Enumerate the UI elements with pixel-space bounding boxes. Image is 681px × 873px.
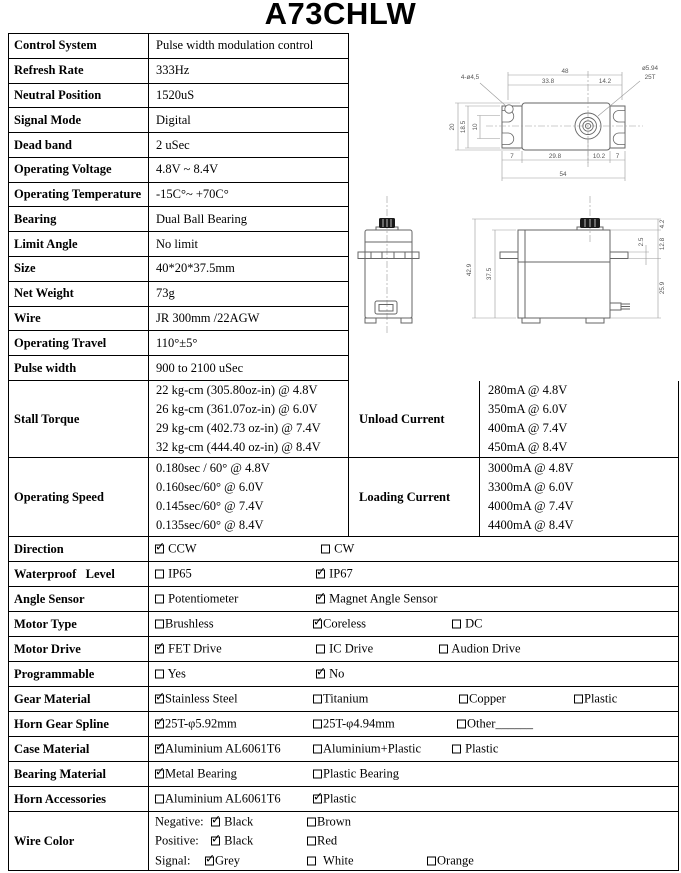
performance-value-line: 450mA @ 8.4V xyxy=(488,440,568,455)
spec-value: 4.8V ~ 8.4V xyxy=(156,162,219,177)
option-label: No xyxy=(326,666,345,681)
spec-row xyxy=(9,232,348,257)
performance-value-line: 26 kg-cm (361.07oz-in) @ 6.0V xyxy=(156,401,318,416)
option-label: Brushless xyxy=(165,616,214,631)
option-label: DC xyxy=(462,616,483,631)
spec-label: Refresh Rate xyxy=(9,59,149,83)
performance-value-line: 4000mA @ 7.4V xyxy=(488,499,574,513)
option-label: Other______ xyxy=(467,716,533,731)
checkbox-checked-icon xyxy=(313,795,322,804)
checkbox-option xyxy=(313,717,395,732)
checkbox-checked-icon xyxy=(316,595,325,604)
spec-label: Dead band xyxy=(9,133,149,157)
option-label: Metal Bearing xyxy=(165,766,237,781)
option-choices xyxy=(149,787,678,811)
checkbox-unchecked-icon xyxy=(316,645,325,654)
dimension-label: 10 xyxy=(472,123,479,131)
wire-color-line xyxy=(149,832,678,852)
checkbox-option xyxy=(452,742,498,757)
checkbox-option xyxy=(313,692,368,707)
spec-label: Neutral Position xyxy=(9,84,149,108)
option-label: Brown xyxy=(317,814,352,829)
wire-color-line xyxy=(149,812,678,832)
spec-value: 1520uS xyxy=(156,87,195,102)
checkbox-option xyxy=(205,853,240,868)
checkbox-option xyxy=(211,834,253,849)
mount-slot xyxy=(502,133,514,145)
performance-value-line: 400mA @ 7.4V xyxy=(488,421,568,435)
option-row xyxy=(9,787,678,812)
option-label: 25T-φ4.94mm xyxy=(323,716,395,731)
spec-label: Operating Travel xyxy=(9,331,149,355)
option-row-label: Direction xyxy=(9,537,149,561)
wire-color-line xyxy=(149,851,678,871)
checkbox-unchecked-icon xyxy=(574,695,583,704)
performance-value-line: 4400mA @ 8.4V xyxy=(488,518,574,533)
option-row-label: Waterproof Level xyxy=(9,562,149,586)
dimension-label: 29.8 xyxy=(548,153,562,160)
checkbox-option xyxy=(155,567,192,582)
checkbox-checked-icon xyxy=(211,817,220,826)
checkbox-checked-icon xyxy=(155,745,164,754)
performance-values-2 xyxy=(480,458,678,536)
checkbox-unchecked-icon xyxy=(313,745,322,754)
option-label: Plastic xyxy=(323,791,357,806)
performance-value-line: 0.145sec/60° @ 7.4V xyxy=(156,499,264,513)
wire-color-label: Wire Color xyxy=(9,812,149,870)
option-row-label: Motor Drive xyxy=(9,637,149,661)
wire-exit xyxy=(610,303,621,310)
end-view xyxy=(358,227,419,323)
checkbox-checked-icon xyxy=(155,770,164,779)
checkbox-checked-icon xyxy=(205,856,214,865)
spec-label: Pulse width xyxy=(9,356,149,380)
spec-label: Limit Angle xyxy=(9,232,149,256)
checkbox-unchecked-icon xyxy=(313,770,322,779)
checkbox-unchecked-icon xyxy=(155,670,164,679)
performance-value-line: 0.180sec / 60° @ 4.8V xyxy=(156,460,270,475)
spec-table-options xyxy=(8,537,679,871)
option-label: Aluminium AL6061T6 xyxy=(165,791,281,806)
mount-slot xyxy=(613,111,625,123)
checkbox-option xyxy=(155,742,281,757)
performance-values-2 xyxy=(480,381,678,457)
checkbox-option xyxy=(155,792,281,807)
option-row-label: Motor Type xyxy=(9,612,149,636)
option-label: Plastic Bearing xyxy=(323,766,400,781)
option-choices xyxy=(149,562,678,586)
checkbox-option xyxy=(155,667,186,682)
dimension-lines xyxy=(472,219,661,318)
checkbox-option xyxy=(316,642,373,657)
spec-value: 2 uSec xyxy=(156,137,190,152)
dimension-lines xyxy=(455,72,640,181)
option-choices xyxy=(149,662,678,686)
performance-value-line: 280mA @ 4.8V xyxy=(488,382,568,397)
wire-color-lines xyxy=(149,812,678,870)
checkbox-option xyxy=(211,814,253,829)
spec-value: Pulse width modulation control xyxy=(156,38,314,53)
checkbox-option xyxy=(316,667,344,682)
dimension-label: 37.5 xyxy=(486,267,493,281)
option-label: 25T-φ5.92mm xyxy=(165,716,237,731)
spec-row xyxy=(9,133,348,158)
option-row xyxy=(9,637,678,662)
option-label: Black xyxy=(221,814,254,829)
checkbox-option xyxy=(316,592,437,607)
spec-label: Control System xyxy=(9,34,149,58)
dimension-label: 42.9 xyxy=(466,263,473,277)
option-row-label: Case Material xyxy=(9,737,149,761)
spec-row xyxy=(9,307,348,332)
spec-value: Dual Ball Bearing xyxy=(156,211,247,226)
dimension-label: 2.5 xyxy=(638,237,645,247)
performance-value-line: 350mA @ 6.0V xyxy=(488,401,568,416)
option-label: FET Drive xyxy=(165,641,222,656)
wire-color-row xyxy=(9,812,678,871)
spec-value: Digital xyxy=(156,112,191,127)
checkbox-option xyxy=(321,542,354,557)
side-view xyxy=(500,227,630,323)
dimension-label: 4.2 xyxy=(659,219,666,229)
performance-label: Operating Speed xyxy=(9,458,149,536)
checkbox-checked-icon xyxy=(155,695,164,704)
checkbox-checked-icon xyxy=(211,837,220,846)
checkbox-option xyxy=(155,542,197,557)
checkbox-option xyxy=(155,642,222,657)
spec-table-top xyxy=(8,33,349,381)
option-row xyxy=(9,762,678,787)
spec-row xyxy=(9,331,348,356)
option-label: Aluminium+Plastic xyxy=(323,741,422,756)
option-label: Audion Drive xyxy=(449,641,521,656)
spec-label: Operating Voltage xyxy=(9,158,149,182)
mount-hole xyxy=(505,105,513,113)
performance-value-line: 3000mA @ 4.8V xyxy=(488,460,574,475)
performance-values xyxy=(149,381,349,457)
checkbox-unchecked-icon xyxy=(459,695,468,704)
checkbox-checked-icon xyxy=(316,670,325,679)
option-label: Aluminium AL6061T6 xyxy=(165,741,281,756)
option-row xyxy=(9,537,678,562)
option-label: Yes xyxy=(165,666,186,681)
spec-row xyxy=(9,356,348,381)
checkbox-unchecked-icon xyxy=(452,620,461,629)
wire-line-name: Signal: xyxy=(155,853,191,868)
checkbox-option xyxy=(155,617,214,632)
option-choices xyxy=(149,737,678,761)
option-row-label: Horn Accessories xyxy=(9,787,149,811)
dimension-label: 7 xyxy=(615,153,620,160)
option-row xyxy=(9,687,678,712)
option-row-label: Horn Gear Spline xyxy=(9,712,149,736)
spec-table-performance xyxy=(8,381,679,537)
spec-label: Size xyxy=(9,257,149,281)
spec-row xyxy=(9,59,348,84)
dimension-label: 12.8 xyxy=(659,237,666,251)
performance-value-line: 0.160sec/60° @ 6.0V xyxy=(156,479,264,494)
spec-row xyxy=(9,183,348,208)
spec-row xyxy=(9,108,348,133)
dimension-label: 25.9 xyxy=(659,281,666,295)
checkbox-unchecked-icon xyxy=(321,545,330,554)
spec-row xyxy=(9,257,348,282)
checkbox-unchecked-icon xyxy=(155,570,164,579)
checkbox-option xyxy=(316,567,353,582)
checkbox-option xyxy=(313,767,399,782)
spec-row xyxy=(9,282,348,307)
dimension-label: 25T xyxy=(644,74,656,81)
checkbox-unchecked-icon xyxy=(307,837,316,846)
checkbox-checked-icon xyxy=(155,545,164,554)
checkbox-option xyxy=(452,617,483,632)
checkbox-option xyxy=(439,642,521,657)
option-label: IC Drive xyxy=(326,641,374,656)
dimension-label: 14.2 xyxy=(598,78,612,85)
checkbox-option xyxy=(313,792,356,807)
checkbox-option xyxy=(459,692,506,707)
checkbox-option xyxy=(307,814,351,829)
dimension-label: 4-ø4,5 xyxy=(460,74,480,81)
spec-label: Wire xyxy=(9,307,149,331)
spec-label: Bearing xyxy=(9,207,149,231)
option-label: Plastic xyxy=(584,691,618,706)
checkbox-option xyxy=(155,592,238,607)
spec-value: 110°±5° xyxy=(156,335,198,350)
option-label: Plastic xyxy=(462,741,499,756)
checkbox-option xyxy=(155,717,237,732)
page-title: A73CHLW xyxy=(264,0,417,31)
option-label: Red xyxy=(317,833,338,848)
option-label: Stainless Steel xyxy=(165,691,238,706)
checkbox-unchecked-icon xyxy=(155,620,164,629)
performance-label-2: Loading Current xyxy=(349,458,480,536)
dimension-label: 18.5 xyxy=(460,120,467,134)
checkbox-unchecked-icon xyxy=(307,856,316,865)
checkbox-option xyxy=(155,767,237,782)
performance-label-2: Unload Current xyxy=(349,381,480,457)
option-label: Titanium xyxy=(323,691,369,706)
option-label: White xyxy=(317,853,354,868)
option-label: Black xyxy=(221,833,254,848)
spec-row xyxy=(9,207,348,232)
spec-value: 73g xyxy=(156,286,175,301)
option-label: Potentiometer xyxy=(165,591,239,606)
checkbox-unchecked-icon xyxy=(313,695,322,704)
dimension-label: 54 xyxy=(559,171,567,178)
option-label: Copper xyxy=(469,691,506,706)
checkbox-unchecked-icon xyxy=(457,720,466,729)
spec-row xyxy=(9,84,348,109)
dimension-label: 7 xyxy=(510,153,514,160)
checkbox-unchecked-icon xyxy=(439,645,448,654)
centerlines xyxy=(387,196,590,335)
spec-row xyxy=(9,158,348,183)
checkbox-unchecked-icon xyxy=(307,817,316,826)
performance-value-line: 22 kg-cm (305.80oz-in) @ 4.8V xyxy=(156,382,318,397)
checkbox-unchecked-icon xyxy=(155,795,164,804)
option-row-label: Angle Sensor xyxy=(9,587,149,611)
option-label: CW xyxy=(331,541,355,556)
checkbox-option xyxy=(574,692,617,707)
option-row-label: Programmable xyxy=(9,662,149,686)
spec-value: -15C°~ +70C° xyxy=(156,187,229,202)
option-row xyxy=(9,587,678,612)
option-row xyxy=(9,662,678,687)
spec-value: 40*20*37.5mm xyxy=(156,261,235,276)
checkbox-option xyxy=(307,834,337,849)
option-choices xyxy=(149,687,678,711)
performance-row xyxy=(9,458,678,537)
performance-label: Stall Torque xyxy=(9,381,149,457)
dimension-label: 20 xyxy=(449,123,456,131)
checkbox-unchecked-icon xyxy=(155,595,164,604)
option-label: Magnet Angle Sensor xyxy=(326,591,438,606)
option-row-label: Bearing Material xyxy=(9,762,149,786)
performance-value-line: 0.135sec/60° @ 8.4V xyxy=(156,518,264,533)
side-view-drawing xyxy=(355,190,681,340)
option-label: Grey xyxy=(215,853,240,868)
mount-slot xyxy=(613,133,625,145)
spec-label: Signal Mode xyxy=(9,108,149,132)
spec-value: No limit xyxy=(156,236,199,251)
checkbox-unchecked-icon xyxy=(313,720,322,729)
spec-label: Operating Temperature xyxy=(9,183,149,207)
option-choices xyxy=(149,762,678,786)
option-label: Orange xyxy=(437,853,474,868)
option-choices xyxy=(149,612,678,636)
checkbox-checked-icon xyxy=(155,645,164,654)
dimension-label: 10.2 xyxy=(592,153,606,160)
checkbox-checked-icon xyxy=(316,570,325,579)
checkbox-unchecked-icon xyxy=(452,745,461,754)
checkbox-option xyxy=(155,692,238,707)
dimension-label: 48 xyxy=(561,68,569,75)
spec-row xyxy=(9,34,348,59)
option-label: Coreless xyxy=(323,616,367,631)
checkbox-option xyxy=(457,717,533,732)
option-label: CCW xyxy=(165,541,197,556)
option-row xyxy=(9,737,678,762)
wire-line-name: Negative: xyxy=(155,814,204,829)
dimension-label: 33.8 xyxy=(541,78,555,85)
checkbox-checked-icon xyxy=(155,720,164,729)
performance-value-line: 32 kg-cm (444.40 oz-in) @ 8.4V xyxy=(156,440,321,455)
checkbox-checked-icon xyxy=(313,620,322,629)
spec-value: 900 to 2100 uSec xyxy=(156,360,244,375)
performance-row xyxy=(9,381,678,458)
option-choices xyxy=(149,712,678,736)
option-label: IP67 xyxy=(326,566,353,581)
spec-value: 333Hz xyxy=(156,63,190,78)
option-choices xyxy=(149,637,678,661)
option-row xyxy=(9,712,678,737)
checkbox-unchecked-icon xyxy=(427,856,436,865)
checkbox-option xyxy=(307,853,354,868)
spec-value: JR 300mm /22AGW xyxy=(156,310,260,325)
dimension-label: ø5.94 xyxy=(641,65,659,72)
option-row xyxy=(9,562,678,587)
performance-values xyxy=(149,458,349,536)
performance-value-line: 3300mA @ 6.0V xyxy=(488,479,574,494)
wire-line-name: Positive: xyxy=(155,833,199,848)
spec-label: Net Weight xyxy=(9,282,149,306)
checkbox-option xyxy=(313,617,366,632)
top-view-drawing xyxy=(440,45,681,195)
performance-value-line: 29 kg-cm (402.73 oz-in) @ 7.4V xyxy=(156,421,321,435)
option-row xyxy=(9,612,678,637)
option-row-label: Gear Material xyxy=(9,687,149,711)
option-choices xyxy=(149,537,678,561)
option-choices xyxy=(149,587,678,611)
checkbox-option xyxy=(427,853,474,868)
checkbox-option xyxy=(313,742,421,757)
option-label: IP65 xyxy=(165,566,192,581)
